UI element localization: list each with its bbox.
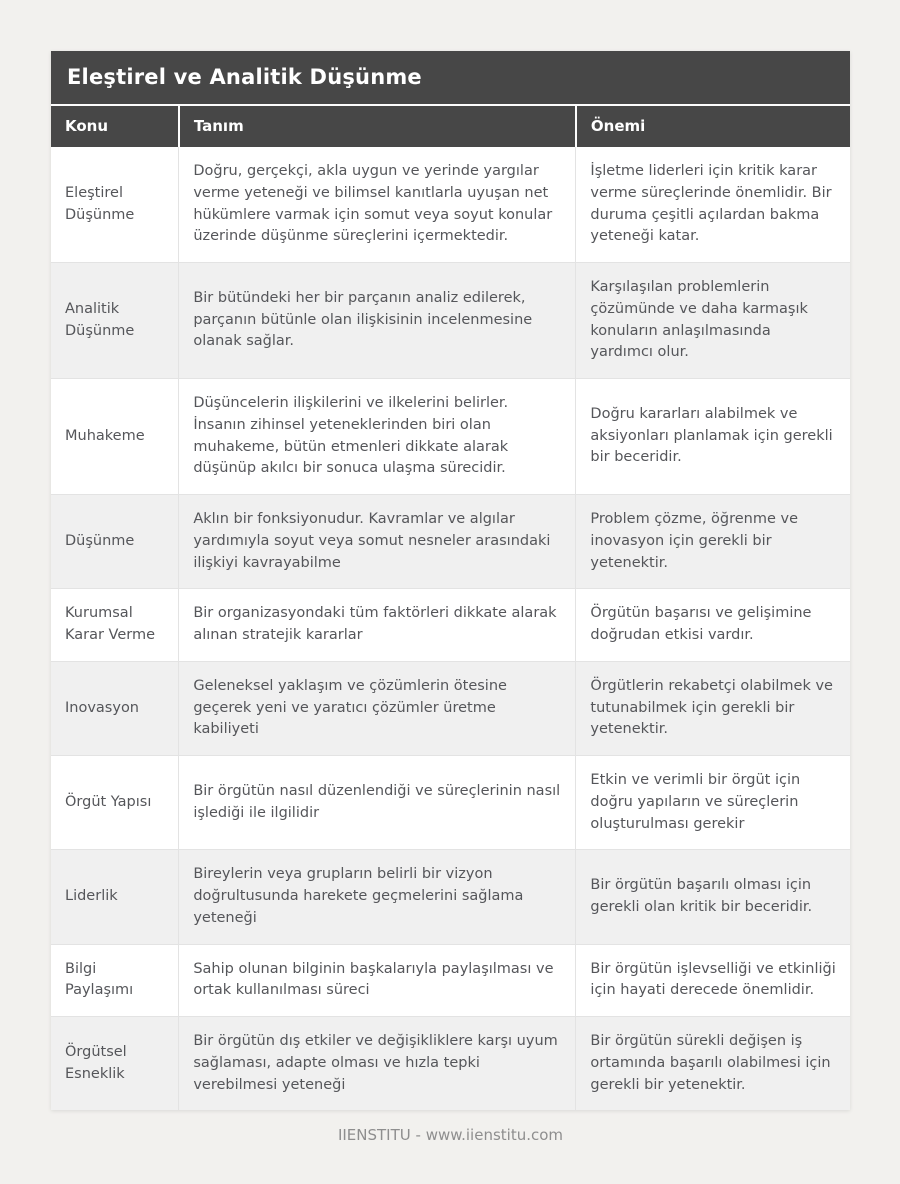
cell-konu: Liderlik <box>51 850 179 944</box>
column-header-konu: Konu <box>51 106 179 147</box>
cell-onemi: İşletme liderleri için kritik karar verme süreçlerinde önemlidir. Bir duruma çeşitli açılardan bakma yeteneği katar. <box>590 163 832 245</box>
cell-konu: Örgütsel Esneklik <box>51 1017 179 1111</box>
cell-onemi: Etkin ve verimli bir örgüt için doğru yapıların ve süreçlerin oluşturulması gerekir <box>576 756 850 850</box>
table-row <box>51 263 850 379</box>
cell-konu: Örgüt Yapısı <box>51 756 179 850</box>
table-row <box>51 379 850 495</box>
table-title: Eleştirel ve Analitik Düşünme <box>51 51 850 106</box>
table-row <box>51 1017 850 1111</box>
table-row <box>51 495 850 589</box>
table-body <box>51 147 850 1110</box>
cell-tanim: Geleneksel yaklaşım ve çözümlerin ötesine geçerek yeni ve yaratıcı çözümler üretme kabiliyeti <box>179 661 576 755</box>
cell-onemi: Bir örgütün sürekli değişen iş ortamında başarılı olabilmesi için gerekli bir yetenektir. <box>576 1017 850 1111</box>
cell-onemi: Örgütlerin rekabetçi olabilmek ve tutunabilmek için gerekli bir yetenektir. <box>576 661 850 755</box>
cell-konu: Muhakeme <box>51 379 179 495</box>
table-row <box>51 850 850 944</box>
footer-attribution: IIENSTITU - www.iienstitu.com <box>337 1126 564 1145</box>
table-row <box>51 756 850 850</box>
cell-tanim: Bir organizasyondaki tüm faktörleri dikkate alarak alınan stratejik kararlar <box>179 589 576 662</box>
column-header-onemi: Önemi <box>576 106 850 147</box>
cell-tanim: Doğru, gerçekçi, akla uygun ve yerinde yargılar verme yeteneği ve bilimsel kanıtlarla uyuşan net hükümlere varmak için somut veya soyut konular üzerinde düşünme süreçlerini içermektedir. <box>179 147 576 263</box>
cell-onemi: Karşılaşılan problemlerin çözümünde ve daha karmaşık konuların anlaşılmasında yardımcı olur. <box>576 263 850 379</box>
cell-onemi: Doğru kararları alabilmek ve aksiyonları planlamak için gerekli bir beceridir. <box>576 379 850 495</box>
table-row <box>51 944 850 1017</box>
cell-konu: Eleştirel Düşünme <box>51 147 179 263</box>
cell-konu: Inovasyon <box>51 661 179 755</box>
cell-onemi: Problem çözme, öğrenme ve inovasyon için gerekli bir yetenektir. <box>576 495 850 589</box>
cell-konu: Düşünme <box>51 495 179 589</box>
cell-tanim: Bir bütündeki her bir parçanın analiz edilerek, parçanın bütünle olan ilişkisinin incelenmesine olanak sağlar. <box>179 263 576 379</box>
cell-tanim: Bireylerin veya grupların belirli bir vizyon doğrultusunda harekete geçmelerini sağlama yeteneği <box>179 850 576 944</box>
cell-onemi: Bir örgütün işlevselliği ve etkinliği için hayati derecede önemlidir. <box>576 944 850 1017</box>
cell-konu: Bilgi Paylaşımı <box>51 944 179 1017</box>
cell-konu: Analitik Düşünme <box>51 263 179 379</box>
table-row <box>51 661 850 755</box>
table-row <box>51 147 850 263</box>
thinking-skills-table <box>51 106 850 1110</box>
table-header <box>51 106 850 147</box>
cell-tanim: Bir örgütün nasıl düzenlendiği ve süreçlerinin nasıl işlediği ile ilgilidir <box>179 756 576 850</box>
column-header-tanim: Tanım <box>179 106 576 147</box>
table-row <box>51 589 850 662</box>
thinking-skills-table-card <box>51 51 850 1110</box>
cell-onemi: Örgütün başarısı ve gelişimine doğrudan etkisi vardır. <box>576 589 850 662</box>
cell-tanim: Bir örgütün dış etkiler ve değişikliklere karşı uyum sağlaması, adapte olması ve hızla tepki verebilmesi yeteneği <box>179 1017 576 1111</box>
cell-tanim: Aklın bir fonksiyonudur. Kavramlar ve algılar yardımıyla soyut veya somut nesneler arasındaki ilişkiyi kavrayabilme <box>179 495 576 589</box>
cell-konu: Kurumsal Karar Verme <box>51 589 179 662</box>
cell-tanim: Düşüncelerin ilişkilerini ve ilkelerini belirler. İnsanın zihinsel yeteneklerinden biri olan muhakeme, bütün etmenleri dikkate alarak düşünüp akılcı bir sonuca ulaşma sürecidir. <box>179 379 576 495</box>
cell-onemi: Bir örgütün başarılı olması için gerekli olan kritik bir beceridir. <box>576 850 850 944</box>
cell-tanim: Sahip olunan bilginin başkalarıyla paylaşılması ve ortak kullanılması süreci <box>179 944 576 1017</box>
header-row <box>51 106 850 147</box>
